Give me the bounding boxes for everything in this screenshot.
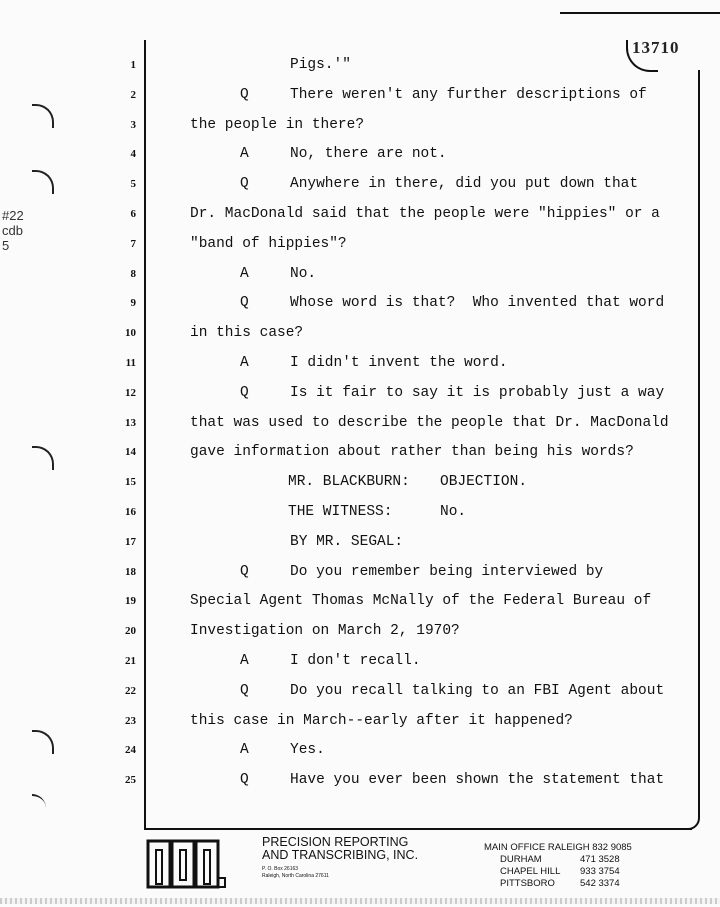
line-number: 1 — [130, 59, 136, 71]
office-list — [484, 842, 632, 890]
line-number: 8 — [130, 267, 136, 280]
address-line: Raleigh, North Carolina 27611 — [262, 873, 329, 879]
transcript-line: Do you recall talking to an FBI Agent about — [290, 682, 665, 699]
firm-name — [262, 836, 418, 862]
firm-name-line: AND TRANSCRIBING, INC. — [262, 848, 419, 862]
line-number: 13 — [125, 416, 136, 429]
firm-address — [262, 866, 329, 880]
line-number: 4 — [130, 148, 136, 161]
line-number: 2 — [130, 88, 136, 101]
transcript-line: There weren't any further descriptions of — [290, 86, 647, 103]
transcript-line: Investigation on March 2, 1970? — [190, 623, 460, 640]
line-number: 17 — [125, 535, 136, 548]
office-row — [484, 854, 632, 866]
line-number: 22 — [125, 684, 136, 697]
transcript-line: Anywhere in there, did you put down that — [290, 176, 639, 193]
speaker-label: A — [240, 653, 249, 669]
line-number: 25 — [125, 774, 136, 787]
office-row — [484, 842, 632, 854]
line-number: 14 — [125, 446, 136, 459]
line-number: 15 — [125, 476, 136, 489]
transcript-line: BY MR. SEGAL: — [290, 533, 404, 550]
office-phone: 471 3528 — [580, 854, 620, 865]
speaker-label: Q — [240, 295, 249, 312]
office-phone: 832 9085 — [592, 842, 632, 853]
speaker-label: THE WITNESS: — [288, 504, 393, 520]
speaker-label: Q — [240, 384, 249, 401]
office-city: DURHAM — [500, 854, 542, 865]
office-city: MAIN OFFICE RALEIGH — [484, 842, 590, 853]
speaker-label: A — [240, 355, 249, 371]
margin-note — [2, 208, 24, 253]
hole-punch-mark — [32, 170, 54, 194]
line-number: 11 — [125, 357, 136, 369]
speaker-label: A — [240, 146, 249, 163]
transcript-line: Have you ever been shown the statement that — [290, 772, 665, 789]
office-city: CHAPEL HILL — [500, 866, 561, 877]
transcript-line: in this case? — [190, 325, 304, 342]
transcript-line: Is it fair to say it is probably just a way — [290, 384, 665, 401]
line-number: 10 — [125, 327, 136, 340]
transcript-line: Whose word is that? Who invented that word — [290, 295, 665, 312]
line-number: 20 — [125, 625, 136, 638]
line-number: 3 — [130, 118, 136, 131]
speaker-label: Q — [240, 563, 249, 580]
transcript-line: gave information about rather than being his words? — [190, 444, 634, 461]
scan-artifact — [0, 898, 720, 904]
page-border-corner — [680, 810, 700, 830]
hole-punch-mark — [32, 730, 54, 754]
speaker-label: A — [240, 742, 249, 759]
hole-punch-mark — [32, 104, 54, 128]
speaker-label: Q — [240, 176, 249, 193]
speaker-label: A — [240, 265, 249, 282]
transcript-line: No. — [440, 504, 467, 520]
transcript-line: that was used to describe the people that Dr. MacDonald — [190, 414, 669, 431]
line-number: 16 — [125, 506, 136, 518]
margin-note-line: cdb — [2, 223, 23, 238]
page-border-right — [698, 70, 700, 810]
line-number: 5 — [130, 178, 136, 191]
address-line: P. O. Box 26163 — [262, 866, 299, 872]
margin-note-line: 5 — [2, 238, 10, 253]
line-number: 9 — [130, 297, 136, 310]
transcript-line: I don't recall. — [290, 653, 421, 669]
line-number: 18 — [125, 565, 136, 578]
transcript-line: No. — [290, 265, 317, 282]
speaker-label: Q — [240, 86, 249, 103]
transcript-line: the people in there? — [190, 116, 365, 133]
pt-logo — [146, 838, 226, 890]
page-margin-rule — [144, 40, 146, 830]
transcript-line: "band of hippies"? — [190, 235, 347, 252]
speaker-label: Q — [240, 682, 249, 699]
hole-punch-mark — [32, 446, 54, 470]
page-border-top — [560, 12, 720, 14]
transcript-line: Do you remember being interviewed by — [290, 563, 604, 580]
office-row — [484, 878, 632, 890]
margin-note-line: #22 — [2, 208, 24, 223]
transcript-line: I didn't invent the word. — [290, 355, 508, 371]
hole-punch-mark — [32, 794, 46, 818]
line-number: 7 — [130, 237, 136, 250]
line-number: 24 — [125, 744, 136, 757]
line-number: 21 — [125, 655, 136, 667]
line-number: 12 — [125, 386, 136, 399]
office-city: PITTSBORO — [500, 878, 555, 889]
office-row — [484, 866, 632, 878]
firm-name-line: PRECISION REPORTING — [262, 835, 409, 849]
speaker-label: MR. BLACKBURN: — [288, 474, 410, 491]
transcript-line: OBJECTION. — [440, 474, 528, 491]
line-number: 6 — [130, 208, 136, 220]
office-phone: 933 3754 — [580, 866, 620, 877]
transcript-line: Dr. MacDonald said that the people were "hippies" or a — [190, 206, 660, 222]
line-number: 19 — [125, 595, 136, 608]
transcript-line: Pigs.'" — [290, 57, 351, 73]
transcript-line: Yes. — [290, 742, 325, 759]
transcript-line: this case in March--early after it happened? — [190, 712, 573, 729]
page-border-bottom — [144, 828, 692, 830]
transcript-line: Special Agent Thomas McNally of the Federal Bureau of — [190, 593, 652, 610]
office-phone: 542 3374 — [580, 878, 620, 889]
page-number: 13710 — [632, 38, 680, 57]
transcript-line: No, there are not. — [290, 146, 447, 163]
line-number: 23 — [125, 714, 136, 727]
speaker-label: Q — [240, 772, 249, 789]
